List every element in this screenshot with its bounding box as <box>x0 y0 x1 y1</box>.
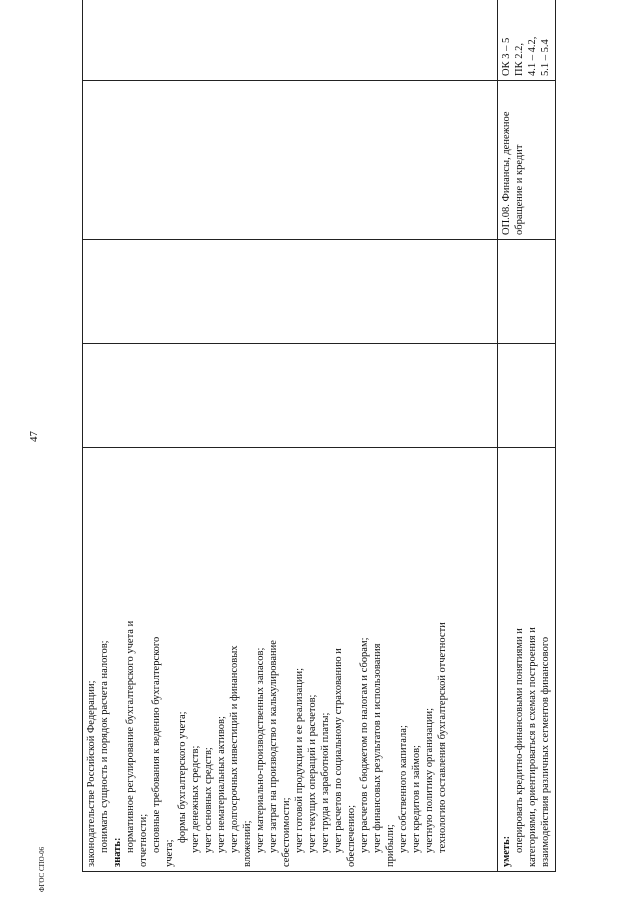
text-line: отчетности; <box>138 813 149 867</box>
text-line: прибыли; <box>385 824 396 867</box>
hours-class-cell <box>83 240 498 344</box>
text-line: взаимодействия различных сегментов финансового <box>540 636 551 867</box>
text-line: учета; <box>164 839 175 867</box>
text-line: нормативное регулирование бухгалтерского учета и <box>125 620 136 853</box>
text-line: категориями, ориентироваться в схемах построения и <box>527 627 538 867</box>
text-line: законодательстве Российской Федерации; <box>86 680 97 867</box>
text-line: технологию составления бухгалтерской отчетности <box>437 622 448 853</box>
text-line: понимать сущность и порядок расчета налогов; <box>99 640 110 853</box>
text-line: оперировать кредитно-финансовыми понятиями и <box>514 628 525 853</box>
hours-max-cell <box>498 344 556 448</box>
competency-code: 4.1 – 4.2, <box>527 36 538 76</box>
text-line: формы бухгалтерского учета; <box>177 711 188 843</box>
text-line: учет нематериальных активов; <box>216 716 227 853</box>
text-line: обеспечению; <box>346 805 357 867</box>
table-row-knowledge <box>83 0 498 872</box>
rotated-table-wrapper <box>82 36 555 872</box>
text-line: учет кредитов и займов; <box>411 745 422 853</box>
text-line: учет материально-производственных запасов; <box>255 647 266 853</box>
hours-class-cell <box>498 240 556 344</box>
text-line: учет финансовых результатов и использования <box>372 643 383 853</box>
discipline-name: ОП.08. Финансы, денежное обращение и кредит <box>501 111 525 235</box>
competency-cell <box>83 0 498 81</box>
text-line: учет долгосрочных инвестиций и финансовых <box>229 645 240 853</box>
table-row-skills <box>498 0 556 872</box>
text-line: учет основных средств; <box>203 747 214 853</box>
text-line: учет расчетов по социальному страхованию и <box>333 648 344 853</box>
content-cell <box>83 448 498 872</box>
discipline-cell <box>83 81 498 240</box>
competency-code: 5.1 – 5.4 <box>540 39 551 76</box>
content-lines <box>85 452 449 867</box>
content-lines <box>500 452 552 867</box>
text-line: учет текущих операций и расчетов; <box>307 694 318 853</box>
footer-code: ФГОС СПО-06 <box>38 846 46 892</box>
text-line: учет затрат на производство и калькулирование <box>268 640 279 853</box>
text-line: вложений; <box>242 820 253 867</box>
competency-cell <box>498 0 556 81</box>
text-line: учет готовой продукции и ее реализации; <box>294 667 305 853</box>
text-line: учет расчетов с бюджетом по налогам и сборам; <box>359 637 370 853</box>
competency-list <box>500 0 552 76</box>
competency-code: ПК 2.2, <box>514 43 525 76</box>
competency-code: ОК 3 – 5 <box>501 37 512 76</box>
curriculum-table <box>82 0 556 872</box>
text-line: учет собственного капитала; <box>398 725 409 853</box>
hours-max-cell <box>83 344 498 448</box>
discipline-cell <box>498 81 556 240</box>
text-line: учетную политику организации; <box>424 707 435 853</box>
content-cell <box>498 448 556 872</box>
text-line: основные требования к ведению бухгалтерского <box>151 636 162 853</box>
text-line: себестоимости; <box>281 797 292 867</box>
text-line: учет труда и заработной платы; <box>320 712 331 853</box>
text-line: учет денежных средств; <box>190 745 201 853</box>
text-line: уметь: <box>501 835 512 867</box>
page-number: 47 <box>28 431 40 442</box>
text-line: знать: <box>112 837 123 867</box>
